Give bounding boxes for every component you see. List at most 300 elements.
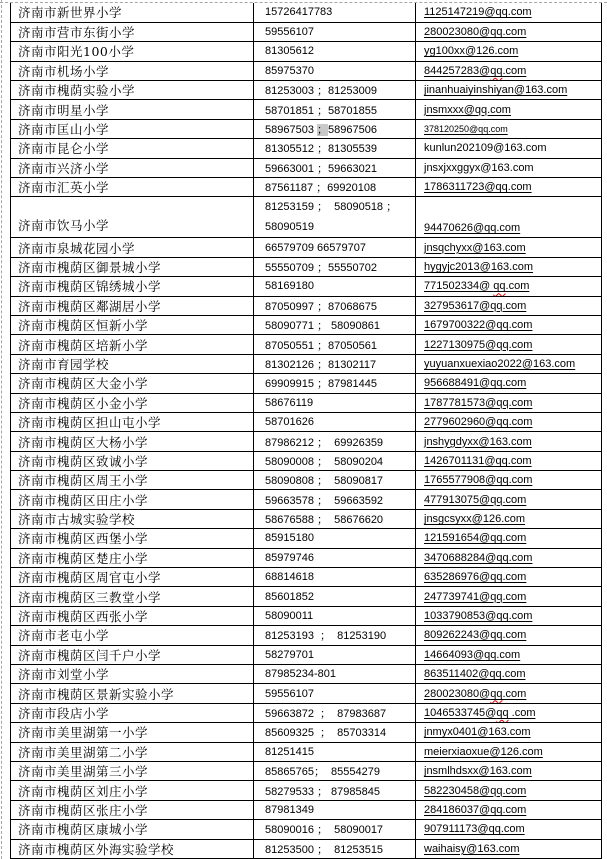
- table-row: [11, 471, 602, 490]
- school-name: 济南市槐荫区周王小学: [18, 473, 149, 489]
- email-link[interactable]: 1125147219@qq.com: [424, 6, 532, 19]
- email-cell[interactable]: [416, 471, 602, 490]
- school-name: 济南市美里湖第二小学: [18, 744, 149, 760]
- email-link[interactable]: 582230458@qq.com: [424, 784, 527, 797]
- email-link[interactable]: 1227130975@qq.com: [424, 338, 533, 351]
- school-name: 济南市槐荫区康城小学: [18, 822, 149, 838]
- email-cell[interactable]: [416, 393, 602, 412]
- email-cell[interactable]: [416, 529, 602, 548]
- email-link[interactable]: jnsmxxx@qq.com: [424, 103, 511, 116]
- school-name-cell[interactable]: [11, 393, 254, 412]
- phone-number: 69909915 ；87981445: [265, 378, 377, 391]
- email-cell[interactable]: [416, 490, 602, 509]
- school-name-cell[interactable]: [11, 178, 254, 197]
- email-link[interactable]: 907911173@qq.com: [424, 823, 525, 836]
- phone-number: 81253500 ； 81253515: [265, 843, 384, 856]
- email-cell[interactable]: [416, 568, 602, 587]
- school-name: 济南市槐荫区致诚小学: [18, 453, 149, 469]
- phone-cell[interactable]: [254, 626, 416, 645]
- phone-number: 81253159 ； 58090518 ； 58090519: [265, 201, 398, 234]
- school-name-cell[interactable]: [11, 820, 254, 839]
- email-cell[interactable]: [416, 238, 602, 257]
- phone-number: 85865765； 85554279: [265, 766, 380, 779]
- email-cell[interactable]: [416, 761, 602, 780]
- email-link[interactable]: 1046533745@qq .com: [424, 706, 536, 719]
- email-link[interactable]: jnsmlhdsxx@163.com: [424, 765, 532, 778]
- school-name: 济南市泉城花园小学: [18, 240, 136, 256]
- email-cell[interactable]: [416, 606, 602, 625]
- phone-number: 81251415: [265, 745, 314, 758]
- phone-number: 81305512 ；81305539: [265, 143, 377, 156]
- email-cell[interactable]: [416, 509, 602, 528]
- school-name: 济南市槐荫区恒新小学: [18, 318, 149, 334]
- school-name-cell[interactable]: [11, 548, 254, 567]
- phone-number: 59663001 ；59663021: [265, 162, 377, 175]
- school-name: 济南市槐荫区西张小学: [18, 609, 149, 625]
- email-link[interactable]: waihaisy@163.com: [424, 842, 520, 855]
- table-row: [11, 238, 602, 257]
- table-row: [11, 761, 602, 780]
- school-name-cell[interactable]: [11, 742, 254, 761]
- table-row: [11, 197, 602, 238]
- phone-cell[interactable]: [254, 61, 416, 80]
- phone-cell[interactable]: [254, 509, 416, 528]
- email-link[interactable]: 14664093@qq.com: [424, 648, 521, 661]
- phone-cell[interactable]: [254, 665, 416, 684]
- school-name-cell[interactable]: [11, 296, 254, 315]
- table-row: [11, 119, 602, 138]
- phone-cell[interactable]: [254, 587, 416, 606]
- phone-cell[interactable]: [254, 158, 416, 177]
- email-link[interactable]: 635286976@qq.com: [424, 571, 527, 584]
- email-link[interactable]: 284186037@qq.com: [424, 803, 527, 816]
- school-name: 济南市槐荫区张庄小学: [18, 802, 149, 818]
- email-link[interactable]: 771502334@ qq.com: [424, 280, 530, 293]
- phone-cell[interactable]: [254, 606, 416, 625]
- email-cell[interactable]: [416, 81, 602, 100]
- school-name-cell[interactable]: [11, 723, 254, 742]
- email-link[interactable]: 844257283@qq.com: [424, 64, 527, 77]
- school-name: 济南市槐荫区担山屯小学: [18, 415, 162, 431]
- phone-number: 58090016 ； 58090017: [265, 824, 384, 837]
- phone-cell[interactable]: [254, 393, 416, 412]
- school-name-cell[interactable]: [11, 197, 254, 238]
- email-link[interactable]: jnmyx0401@163.com: [424, 726, 531, 739]
- table-row: [11, 178, 602, 197]
- email-cell[interactable]: [416, 354, 602, 373]
- email-link[interactable]: 1679700322@qq.com: [424, 319, 533, 332]
- phone-number: 59556107: [265, 26, 314, 39]
- table-row: [11, 296, 602, 315]
- email-cell[interactable]: [416, 315, 602, 334]
- school-name: 济南市段店小学: [18, 705, 110, 721]
- school-name: 济南市槐荫区周官屯小学: [18, 570, 162, 586]
- email-cell[interactable]: [416, 839, 602, 858]
- school-name-cell[interactable]: [11, 119, 254, 138]
- email-cell[interactable]: [416, 257, 602, 276]
- phone-cell[interactable]: [254, 529, 416, 548]
- table-row: [11, 548, 602, 567]
- email-link[interactable]: hygyjc2013@163.com: [424, 260, 534, 273]
- email-link[interactable]: 378120250@qq.com: [424, 124, 508, 135]
- school-name: 济南市槐荫区培新小学: [18, 337, 149, 353]
- email-cell[interactable]: [416, 820, 602, 839]
- email-cell[interactable]: [416, 703, 602, 722]
- school-name-cell[interactable]: [11, 568, 254, 587]
- table-row: [11, 354, 602, 373]
- email-link[interactable]: 1426701131@qq.com: [424, 454, 532, 467]
- phone-number: 81305612: [265, 45, 314, 58]
- table-row: [11, 568, 602, 587]
- table-row: [11, 277, 602, 296]
- phone-cell[interactable]: [254, 490, 416, 509]
- phone-cell[interactable]: [254, 374, 416, 393]
- school-name-cell[interactable]: [11, 139, 254, 158]
- page-break-line-vertical: [1, 0, 2, 859]
- table-row: [11, 529, 602, 548]
- school-name: 济南市兴济小学: [18, 160, 110, 176]
- phone-number: 87050551 ；87050561: [265, 339, 377, 352]
- phone-cell[interactable]: [254, 277, 416, 296]
- phone-number: 81253193 ； 81253190: [265, 630, 387, 643]
- email-link[interactable]: meierxiaoxue@126.com: [424, 745, 543, 758]
- school-name: 济南市槐荫区锦绣城小学: [18, 279, 162, 295]
- table-row: [11, 587, 602, 606]
- school-name: 济南市匡山小学: [18, 122, 110, 138]
- school-name: 济南市美里湖第一小学: [18, 725, 149, 741]
- school-name: 济南市饮马小学: [18, 218, 110, 234]
- phone-number: 58090808 ； 58090817: [265, 475, 384, 488]
- email-link[interactable]: 94470626@qq.com: [424, 222, 521, 235]
- email-link[interactable]: 809262243@qq.com: [424, 629, 527, 642]
- phone-number: 58676119: [265, 396, 314, 409]
- school-name-cell[interactable]: [11, 761, 254, 780]
- school-name-cell[interactable]: [11, 412, 254, 431]
- school-name-cell[interactable]: [11, 22, 254, 41]
- school-name-cell[interactable]: [11, 781, 254, 800]
- school-name: 济南市汇英小学: [18, 180, 110, 196]
- phone-cell[interactable]: [254, 315, 416, 334]
- school-name: 济南市古城实验学校: [18, 512, 136, 528]
- email-link[interactable]: yuyuanxuexiao2022@163.com: [424, 357, 576, 370]
- email-link[interactable]: 327953617@qq.com: [424, 299, 527, 312]
- email-link[interactable]: 121591654@qq.com: [424, 532, 527, 545]
- phone-number: 68814618: [265, 571, 314, 584]
- phone-cell[interactable]: [254, 761, 416, 780]
- phone-cell[interactable]: [254, 432, 416, 451]
- phone-cell[interactable]: [254, 471, 416, 490]
- phone-cell[interactable]: [254, 723, 416, 742]
- table-row: [11, 432, 602, 451]
- email-cell[interactable]: [416, 665, 602, 684]
- email-cell[interactable]: [416, 548, 602, 567]
- phone-number: 87986212 ； 69926359: [265, 436, 384, 449]
- phone-number: 58279701: [265, 648, 314, 661]
- school-name-cell[interactable]: [11, 374, 254, 393]
- spellcheck-squiggle: qq: [493, 280, 506, 293]
- email-cell[interactable]: [416, 800, 602, 819]
- school-name: 济南市槐荫区外海实验学校: [18, 841, 175, 857]
- table-row: [11, 703, 602, 722]
- email-cell[interactable]: [416, 158, 602, 177]
- phone-number: 87981349: [265, 803, 314, 816]
- phone-number: 66579709 66579707: [265, 241, 366, 254]
- school-name-cell[interactable]: [11, 606, 254, 625]
- email-link[interactable]: kunlun202109@163.com: [424, 142, 547, 155]
- email-cell[interactable]: [416, 742, 602, 761]
- email-cell[interactable]: [416, 100, 602, 119]
- phone-number: 87561187 ；69920108: [265, 182, 377, 195]
- school-name: 济南市刘堂小学: [18, 667, 110, 683]
- phone-cell[interactable]: [254, 839, 416, 858]
- email-cell[interactable]: [416, 119, 602, 138]
- phone-cell[interactable]: [254, 781, 416, 800]
- school-name: 济南市新世界小学: [18, 5, 123, 21]
- phone-cell[interactable]: [254, 412, 416, 431]
- table-row: [11, 100, 602, 119]
- school-name: 济南市槐荫区闫千户小学: [18, 647, 162, 663]
- school-name-cell[interactable]: [11, 509, 254, 528]
- school-name: 济南市槐荫区景新实验小学: [18, 686, 175, 702]
- table-row: [11, 315, 602, 334]
- email-link[interactable]: jnsxjxxggyx@163.com: [424, 161, 534, 174]
- email-link[interactable]: 247739741@qq.com: [424, 590, 527, 603]
- email-link[interactable]: 280023080@qq.com: [424, 26, 527, 39]
- email-link[interactable]: 863511402@qq.com: [424, 668, 526, 681]
- email-cell[interactable]: [416, 781, 602, 800]
- phone-number: 58279533 ； 87985845: [265, 785, 380, 798]
- table-row: [11, 723, 602, 742]
- email-link[interactable]: jnsgcsyxx@126.com: [424, 513, 526, 526]
- table-row: [11, 3, 602, 22]
- phone-cell[interactable]: [254, 257, 416, 276]
- highlighted-semicolon: ；: [317, 124, 328, 137]
- phone-cell[interactable]: [254, 548, 416, 567]
- phone-cell[interactable]: [254, 820, 416, 839]
- spellcheck-squiggle: qq: [490, 64, 503, 77]
- school-name-cell[interactable]: [11, 81, 254, 100]
- phone-number: 81302126 ；81302117: [265, 358, 377, 371]
- email-cell[interactable]: [416, 684, 602, 703]
- table-row: [11, 451, 602, 470]
- school-name: 济南市营市东街小学: [18, 25, 136, 41]
- school-name-cell[interactable]: [11, 451, 254, 470]
- email-link[interactable]: jnshygdyxx@163.com: [424, 435, 532, 448]
- school-name-cell[interactable]: [11, 3, 254, 22]
- phone-cell[interactable]: [254, 100, 416, 119]
- email-cell[interactable]: [416, 197, 602, 238]
- phone-cell[interactable]: [254, 800, 416, 819]
- school-name-cell[interactable]: [11, 684, 254, 703]
- email-cell[interactable]: [416, 626, 602, 645]
- table-row: [11, 742, 602, 761]
- email-cell[interactable]: [416, 296, 602, 315]
- phone-cell[interactable]: [254, 684, 416, 703]
- school-name-cell[interactable]: [11, 800, 254, 819]
- table-row: [11, 606, 602, 625]
- phone-number: 58701626: [265, 416, 314, 429]
- phone-number: 58676588 ； 58676620: [265, 514, 384, 527]
- email-cell[interactable]: [416, 451, 602, 470]
- phone-number: 59663578 ； 59663592: [265, 494, 384, 507]
- phone-cell[interactable]: [254, 568, 416, 587]
- school-name: 济南市育园学校: [18, 356, 110, 372]
- phone-number: 81253003 ；81253009: [265, 85, 377, 98]
- email-cell[interactable]: [416, 61, 602, 80]
- email-cell[interactable]: [416, 3, 602, 22]
- school-name-cell[interactable]: [11, 277, 254, 296]
- table-row: [11, 139, 602, 158]
- phone-number: 85609325 ； 85703314: [265, 727, 387, 740]
- phone-number: 85975370: [265, 64, 314, 77]
- phone-cell[interactable]: [254, 238, 416, 257]
- email-link[interactable]: 2779602960@qq.com: [424, 416, 533, 429]
- phone-cell[interactable]: [254, 742, 416, 761]
- email-link[interactable]: 1765577908@qq.com: [424, 474, 533, 487]
- school-name-cell[interactable]: [11, 100, 254, 119]
- email-cell[interactable]: [416, 178, 602, 197]
- school-name: 济南市槐荫区大金小学: [18, 376, 149, 392]
- school-name-cell[interactable]: [11, 354, 254, 373]
- phone-number: 58090771 ； 58090861: [265, 320, 380, 333]
- email-link[interactable]: 1786311723@qq.com: [424, 181, 532, 194]
- phone-cell[interactable]: [254, 178, 416, 197]
- phone-cell[interactable]: [254, 81, 416, 100]
- phone-cell[interactable]: [254, 3, 416, 22]
- email-link[interactable]: 477913075@qq.com: [424, 493, 527, 506]
- school-name-cell[interactable]: [11, 238, 254, 257]
- email-cell[interactable]: [416, 723, 602, 742]
- table-row: [11, 22, 602, 41]
- school-name: 济南市槐荫区刘庄小学: [18, 783, 149, 799]
- school-contact-table: [10, 3, 602, 859]
- email-link[interactable]: jnsqchyxx@163.com: [424, 241, 526, 254]
- phone-cell[interactable]: [254, 451, 416, 470]
- school-name-cell[interactable]: [11, 626, 254, 645]
- phone-number: 15726417783: [265, 6, 333, 19]
- school-name: 济南市阳光100小学: [18, 44, 135, 60]
- phone-number: 58701851 ；58701855: [265, 104, 377, 117]
- school-name: 济南市槐荫区鄰湖居小学: [18, 298, 162, 314]
- school-name: 济南市槐荫区小金小学: [18, 395, 149, 411]
- phone-number: 59556107: [265, 687, 314, 700]
- email-link[interactable]: 280023080@qq.com: [424, 687, 527, 700]
- school-name-cell[interactable]: [11, 257, 254, 276]
- school-name: 济南市槐荫区田庄小学: [18, 492, 149, 508]
- email-cell[interactable]: [416, 277, 602, 296]
- phone-cell[interactable]: [254, 119, 416, 138]
- school-name-cell[interactable]: [11, 839, 254, 858]
- phone-number: 85601852: [265, 590, 314, 603]
- table-row: [11, 684, 602, 703]
- table-row: [11, 645, 602, 664]
- table-row: [11, 412, 602, 431]
- school-name: 济南市槐荫区三教堂小学: [18, 589, 162, 605]
- table-row: [11, 800, 602, 819]
- school-name-cell[interactable]: [11, 61, 254, 80]
- phone-cell[interactable]: [254, 703, 416, 722]
- school-name: 济南市明星小学: [18, 102, 110, 118]
- phone-cell[interactable]: [254, 296, 416, 315]
- email-cell[interactable]: [416, 432, 602, 451]
- school-name-cell[interactable]: [11, 490, 254, 509]
- school-name: 济南市老屯小学: [18, 628, 110, 644]
- phone-cell[interactable]: [254, 335, 416, 354]
- school-name: 济南市美里湖第三小学: [18, 764, 149, 780]
- phone-cell[interactable]: [254, 139, 416, 158]
- email-cell[interactable]: [416, 42, 602, 61]
- school-name-cell[interactable]: [11, 665, 254, 684]
- phone-number: 58090011: [265, 610, 314, 623]
- school-table-body: [11, 3, 602, 858]
- table-row: [11, 81, 602, 100]
- school-name-cell[interactable]: [11, 471, 254, 490]
- table-row: [11, 335, 602, 354]
- school-name-cell[interactable]: [11, 587, 254, 606]
- school-name: 济南市机场小学: [18, 63, 110, 79]
- table-row: [11, 509, 602, 528]
- school-name-cell[interactable]: [11, 432, 254, 451]
- phone-cell[interactable]: [254, 197, 416, 238]
- spellcheck-squiggle: qq: [496, 706, 509, 719]
- email-link[interactable]: 1033790853@qq.com: [424, 610, 533, 623]
- phone-cell[interactable]: [254, 22, 416, 41]
- school-name: 济南市槐荫区西堡小学: [18, 531, 149, 547]
- school-name-cell[interactable]: [11, 529, 254, 548]
- school-name-cell[interactable]: [11, 315, 254, 334]
- school-name-cell[interactable]: [11, 703, 254, 722]
- phone-number: 59663872 ； 87983687: [265, 707, 387, 720]
- email-cell[interactable]: [416, 587, 602, 606]
- table-row: [11, 781, 602, 800]
- email-cell[interactable]: [416, 645, 602, 664]
- email-cell[interactable]: [416, 139, 602, 158]
- table-row: [11, 158, 602, 177]
- phone-number: 58967503 ；58967506: [265, 124, 377, 137]
- email-link[interactable]: jinanhuaiyinshiyan@163.com: [424, 84, 568, 97]
- school-name: 济南市槐荫实验小学: [18, 83, 136, 99]
- phone-cell[interactable]: [254, 354, 416, 373]
- email-link[interactable]: yg100xx@126.com: [424, 45, 519, 58]
- phone-cell[interactable]: [254, 645, 416, 664]
- phone-number: 85979746: [265, 551, 314, 564]
- school-name-cell[interactable]: [11, 158, 254, 177]
- email-cell[interactable]: [416, 335, 602, 354]
- school-name: 济南市槐荫区大杨小学: [18, 434, 149, 450]
- email-link[interactable]: 3470688284@qq.com: [424, 551, 533, 564]
- email-cell[interactable]: [416, 22, 602, 41]
- school-name-cell[interactable]: [11, 335, 254, 354]
- table-row: [11, 665, 602, 684]
- table-row: [11, 839, 602, 858]
- school-name: 济南市槐荫区御景城小学: [18, 259, 162, 275]
- email-link[interactable]: 1787781573@qq.com: [424, 396, 533, 409]
- phone-number: 58090008 ； 58090204: [265, 455, 384, 468]
- email-link[interactable]: 956688491@qq.com: [424, 377, 527, 390]
- phone-number: 85915180: [265, 532, 314, 545]
- email-cell[interactable]: [416, 412, 602, 431]
- table-row: [11, 257, 602, 276]
- email-cell[interactable]: [416, 374, 602, 393]
- phone-number: 55550709 ；55550702: [265, 261, 377, 274]
- school-name: 济南市槐荫区楚庄小学: [18, 550, 149, 566]
- school-name-cell[interactable]: [11, 42, 254, 61]
- phone-number: 87985234-801: [265, 668, 336, 681]
- table-row: [11, 374, 602, 393]
- phone-cell[interactable]: [254, 42, 416, 61]
- table-row: [11, 626, 602, 645]
- school-name-cell[interactable]: [11, 645, 254, 664]
